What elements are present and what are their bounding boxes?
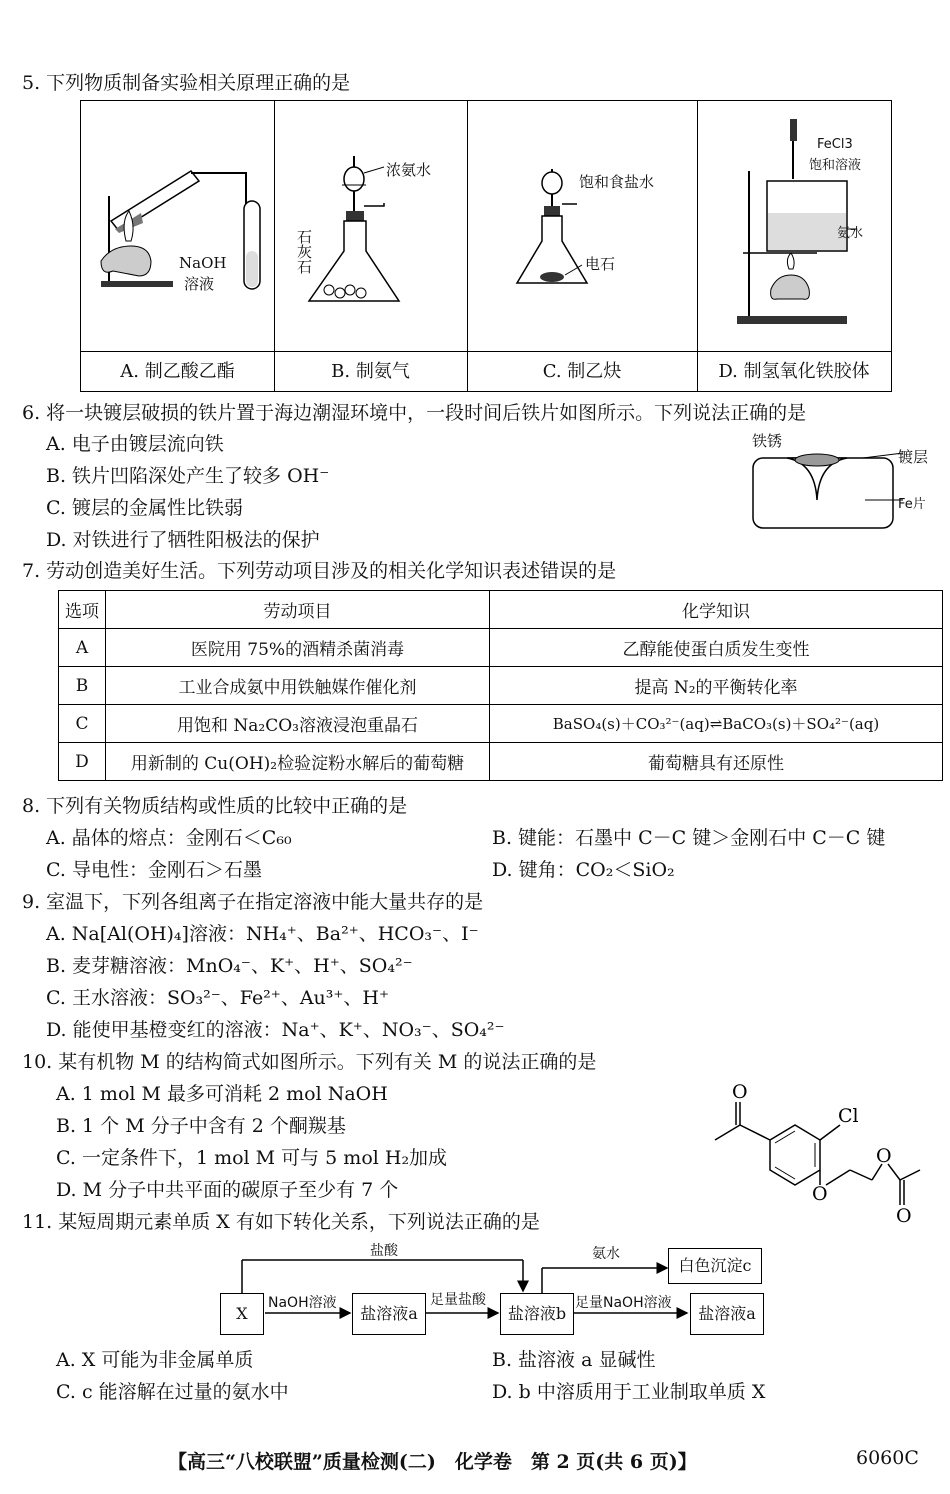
q6-option-d: D. 对铁进行了牺牲阳极法的保护: [46, 529, 320, 551]
q8-option-b: B. 键能：石墨中 C－C 键＞金刚石中 C－C 键: [492, 827, 886, 849]
atom-cl: Cl: [838, 1105, 859, 1127]
label-fecl3: FeCl3: [817, 137, 853, 152]
table-row: [59, 705, 943, 743]
label-brine: 饱和食盐水: [579, 173, 655, 191]
q11-option-c: C. c 能溶解在过量的氨水中: [56, 1381, 289, 1403]
q9-option-c: C. 王水溶液：SO₃²⁻、Fe²⁺、Au³⁺、H⁺: [46, 987, 390, 1009]
q5-stem: 5. 下列物质制备实验相关原理正确的是: [22, 72, 351, 94]
label-ammonia-water: 氨水: [837, 226, 864, 241]
q10-option-c: C. 一定条件下，1 mol M 可与 5 mol H₂加成: [56, 1147, 448, 1169]
ammonia-apparatus-image: [274, 101, 467, 351]
flow-box-salt-a2: 盐溶液a: [690, 1293, 764, 1335]
q7-stem: 7. 劳动创造美好生活。下列劳动项目涉及的相关化学知识表述错误的是: [22, 560, 617, 582]
q6-option-a: A. 电子由镀层流向铁: [46, 433, 224, 455]
row-d-knowledge: 葡萄糖具有还原性: [490, 743, 943, 781]
header-option: 选项: [59, 591, 106, 629]
row-c-labor: 用饱和 Na₂CO₃溶液浸泡重晶石: [106, 705, 490, 743]
table-row: [59, 743, 943, 781]
q10-stem: 10. 某有机物 M 的结构简式如图所示。下列有关 M 的说法正确的是: [22, 1051, 597, 1073]
row-b-knowledge: 提高 N₂的平衡转化率: [490, 667, 943, 705]
flow-label-ammonia: 氨水: [592, 1246, 620, 1262]
row-b-option: B: [59, 667, 106, 705]
row-d-option: D: [59, 743, 106, 781]
q11-option-b: B. 盐溶液 a 显碱性: [492, 1349, 656, 1371]
q6-stem: 6. 将一块镀层破损的铁片置于海边潮湿环境中，一段时间后铁片如图所示。下列说法正确的是: [22, 402, 807, 424]
row-a-knowledge: 乙醇能使蛋白质发生变性: [490, 629, 943, 667]
label-conc-ammonia: 浓氨水: [386, 161, 432, 179]
table-header-row: [59, 591, 943, 629]
caption-a: A. 制乙酸乙酯: [81, 351, 274, 392]
apparatus-b: [274, 101, 468, 391]
flow-box-precipitate-c: 白色沉淀c: [668, 1248, 762, 1284]
acetylene-apparatus-image: [467, 101, 697, 351]
page-footer-title: 【高三“八校联盟”质量检测(二) 化学卷 第 2 页(共 6 页)】: [168, 1451, 697, 1473]
page-footer-code: 6060C: [856, 1447, 919, 1469]
flow-box-salt-b: 盐溶液b: [500, 1293, 574, 1335]
row-d-labor: 用新制的 Cu(OH)₂检验淀粉水解后的葡萄糖: [106, 743, 490, 781]
table-row: [59, 667, 943, 705]
q6-option-b: B. 铁片凹陷深处产生了较多 OH⁻: [46, 465, 330, 487]
caption-b: B. 制氨气: [274, 351, 467, 392]
q8-stem: 8. 下列有关物质结构或性质的比较中正确的是: [22, 795, 408, 817]
q11-option-d: D. b 中溶质用于工业制取单质 X: [492, 1381, 766, 1403]
flow-box-x: X: [220, 1293, 264, 1335]
q9-option-b: B. 麦芽糖溶液：MnO₄⁻、K⁺、H⁺、SO₄²⁻: [46, 955, 413, 977]
q8-option-c: C. 导电性：金刚石＞石墨: [46, 859, 262, 881]
flow-box-salt-a: 盐溶液a: [352, 1293, 426, 1335]
q11-stem: 11. 某短周期元素单质 X 有如下转化关系，下列说法正确的是: [22, 1211, 540, 1233]
row-c-knowledge: BaSO₄(s)＋CO₃²⁻(aq)⇌BaCO₃(s)＋SO₄²⁻(aq): [490, 705, 943, 743]
q5-apparatus-table: [80, 100, 892, 392]
flow-label-hcl: 盐酸: [370, 1243, 398, 1259]
atom-o-ketone: O: [732, 1081, 748, 1103]
label-calcium-carbide: 电石: [585, 255, 616, 273]
row-c-option: C: [59, 705, 106, 743]
flow-label-naoh: NaOH溶液: [268, 1295, 337, 1311]
molecule-m-structure: [710, 1080, 935, 1230]
label-naoh-solution: 溶液: [184, 275, 215, 293]
caption-c: C. 制乙炔: [467, 351, 697, 392]
q8-option-a: A. 晶体的熔点：金刚石＜C₆₀: [46, 827, 292, 849]
caption-d: D. 制氢氧化铁胶体: [697, 351, 891, 392]
q9-option-a: A. Na[Al(OH)₄]溶液：NH₄⁺、Ba²⁺、HCO₃⁻、I⁻: [46, 923, 479, 945]
header-labor-item: 劳动项目: [106, 591, 490, 629]
row-a-option: A: [59, 629, 106, 667]
label-naoh: NaOH: [179, 254, 227, 272]
atom-o-ether: O: [812, 1183, 828, 1205]
label-fe-plate: Fe片: [898, 497, 926, 512]
label-rust: 铁锈: [752, 432, 783, 450]
q9-stem: 9. 室温下，下列各组离子在指定溶液中能大量共存的是: [22, 891, 484, 913]
row-a-labor: 医院用 75%的酒精杀菌消毒: [106, 629, 490, 667]
q7-table: [58, 590, 943, 781]
q10-option-a: A. 1 mol M 最多可消耗 2 mol NaOH: [56, 1083, 388, 1105]
flow-label-excess-hcl: 足量盐酸: [430, 1292, 486, 1308]
header-chem-knowledge: 化学知识: [490, 591, 943, 629]
atom-o-carbonyl: O: [896, 1205, 912, 1227]
apparatus-a: [81, 101, 275, 391]
q11-option-a: A. X 可能为非金属单质: [56, 1349, 254, 1371]
table-row: [59, 629, 943, 667]
q8-option-d: D. 键角：CO₂＜SiO₂: [492, 859, 675, 881]
flow-label-excess-naoh: 足量NaOH溶液: [575, 1295, 672, 1311]
apparatus-d: [697, 101, 891, 391]
q6-option-c: C. 镀层的金属性比铁弱: [46, 497, 243, 519]
label-limestone: 石灰石: [295, 229, 313, 274]
q9-option-d: D. 能使甲基橙变红的溶液：Na⁺、K⁺、NO₃⁻、SO₄²⁻: [46, 1019, 505, 1041]
row-b-labor: 工业合成氨中用铁触媒作催化剂: [106, 667, 490, 705]
atom-o-ester: O: [876, 1145, 892, 1167]
label-saturated-solution: 饱和溶液: [809, 158, 862, 173]
apparatus-c: [467, 101, 698, 391]
q10-option-d: D. M 分子中共平面的碳原子至少有 7 个: [56, 1179, 399, 1201]
q10-option-b: B. 1 个 M 分子中含有 2 个酮羰基: [56, 1115, 346, 1137]
label-coating: 镀层: [898, 448, 929, 466]
ethyl-acetate-apparatus-image: [81, 101, 274, 351]
